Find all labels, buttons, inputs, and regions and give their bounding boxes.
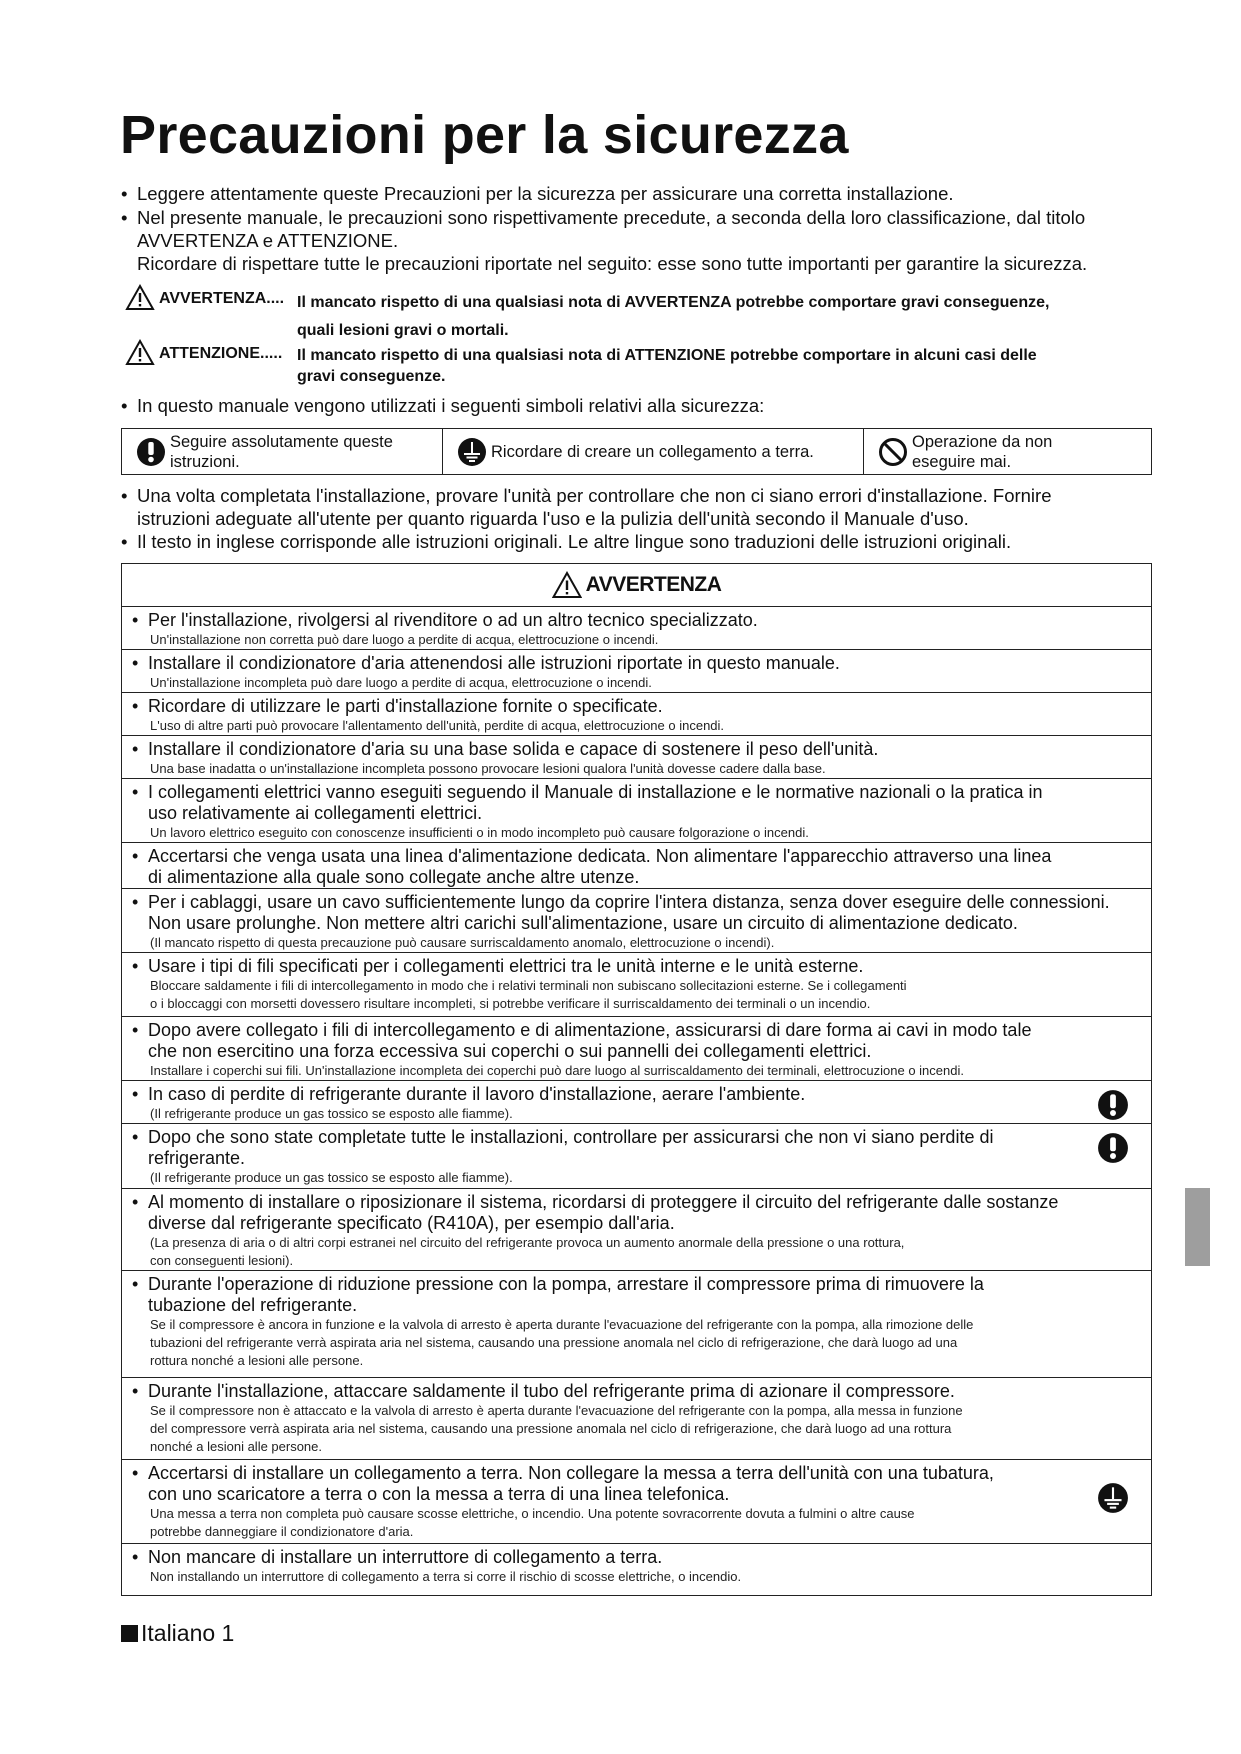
caution-description: Il mancato rispetto di una qualsiasi nota di ATTENZIONE potrebbe comportare in alcuni casi delle gravi conseguenze. xyxy=(297,347,1037,385)
warning-item-detail: (La presenza di aria o di altri corpi estranei nel circuito del refrigerante provoca un aumento anormale della pressione o una rottura, con conseguenti lesioni). xyxy=(150,1235,905,1268)
symbol-mandatory: Seguire assolutamente queste istruzioni. xyxy=(122,429,443,474)
warning-item-text: • Installare il condizionatore d'aria attenendosi alle istruzioni riportate in questo manuale. xyxy=(132,653,1139,674)
page-footer: Italiano 1 xyxy=(121,1620,234,1647)
warning-item xyxy=(122,779,1151,843)
warning-item-text: • Accertarsi che venga usata una linea d'alimentazione dedicata. Non alimentare l'apparecchio attraverso una linea di alimentazione alla quale sono collegate anche altre utenze. xyxy=(132,846,1139,888)
warning-item-text: • Accertarsi di installare un collegamento a terra. Non collegare la messa a terra dell'unità con una tubatura, con uno scaricatore a terra o con la messa a terra di una linea telefonica. xyxy=(132,1463,1139,1505)
warning-item-detail: Una messa a terra non completa può causare scosse elettriche, o incendio. Una potente sovracorrente dovuta a fulmini o altre cause potrebbe danneggiare il condizionatore d'aria. xyxy=(150,1506,915,1539)
warning-item-text: • Installare il condizionatore d'aria su una base solida e capace di sostenere il peso dell'unità. xyxy=(132,739,1139,760)
warning-item xyxy=(122,843,1151,889)
warning-item xyxy=(122,1378,1151,1460)
warning-box-header: AVVERTENZA xyxy=(122,564,1151,607)
ground-icon xyxy=(1097,1482,1129,1514)
symbols-table xyxy=(121,428,1152,475)
caution-triangle-icon xyxy=(125,339,155,366)
exclamation-circle-icon xyxy=(136,437,166,467)
warning-item-text: • Dopo che sono state completate tutte le installazioni, controllare per assicurarsi che non vi siano perdite di refrigerante. xyxy=(132,1127,1139,1169)
warning-item xyxy=(122,1081,1151,1124)
warning-item-text: • Usare i tipi di fili specificati per i collegamenti elettrici tra le unità interne e le unità esterne. xyxy=(132,956,1139,977)
warning-item-text: • Per l'installazione, rivolgersi al rivenditore o ad un altro tecnico specializzato. xyxy=(132,610,1139,631)
warning-item xyxy=(122,607,1151,650)
warning-item-text: • Per i cablaggi, usare un cavo sufficientemente lungo da coprire l'intera distanza, senza dover eseguire delle connessioni. Non usare prolunghe. Non mettere altri carichi sull'alimentazione, usare un circuito di alimentazione dedicato. xyxy=(132,892,1139,934)
warning-item-detail: Se il compressore non è attaccato e la valvola di arresto è aperta durante l'evacuazione del refrigerante con la pompa, alla messa in funzione del compressore verrà aspirata aria nel sistema, causando una pressione anomala nel ciclo di refrigerazione, che darà luogo ad una rottura nonché a lesioni alle persone. xyxy=(150,1403,963,1454)
warning-item xyxy=(122,889,1151,953)
warning-item-detail: Bloccare saldamente i fili di intercollegamento in modo che i relativi terminali non subiscano sollecitazioni esterne. Se i collegamenti o i bloccaggi con morsetti dovessero risultare incompleti, si potrebbe verificare il surriscaldamento dei terminali o un incendio. xyxy=(150,978,907,1011)
warning-item-detail: (Il refrigerante produce un gas tossico se esposto alle fiamme). xyxy=(150,1106,513,1121)
intro-bullet: • Una volta completata l'installazione, provare l'unità per controllare che non ci siano errori d'installazione. Fornire istruzioni adeguate all'utente per quanto riguarda l'uso e la pulizia dell'unità secondo il Manuale d'uso. xyxy=(121,484,1161,530)
intro-list xyxy=(121,182,1161,275)
warning-item xyxy=(122,1271,1151,1378)
warning-item xyxy=(122,736,1151,779)
warning-item-detail: Se il compressore è ancora in funzione e la valvola di arresto è aperta durante l'evacuazione del refrigerante con la pompa, alla rimozione delle tubazioni del refrigerante verrà aspirata aria nel sistema, causando una pressione anomala nel ciclo di refrigerazione, che darà luogo ad una rottura nonché a lesioni alle persone. xyxy=(150,1317,974,1368)
intro-bullet: • Nel presente manuale, le precauzioni sono rispettivamente precedute, a seconda della loro classificazione, dal titolo AVVERTENZA e ATTENZIONE. Ricordare di rispettare tutte le precauzioni riportate nel seguito: esse sono tutte importanti per garantire la sicurezza. xyxy=(121,206,1161,275)
warning-item-detail: Un lavoro elettrico eseguito con conoscenze insufficienti o in modo incompleto può causare folgorazione o incendi. xyxy=(150,825,809,840)
warning-triangle-icon xyxy=(125,284,155,311)
warning-item xyxy=(122,1544,1151,1585)
warning-item-text: • I collegamenti elettrici vanno eseguiti seguendo il Manuale di installazione e le normative nazionali o la pratica in uso relativamente ai collegamenti elettrici. xyxy=(132,782,1139,824)
warning-item-detail: L'uso di altre parti può provocare l'allentamento dell'unità, perdite di acqua, elettrocuzione o incendi. xyxy=(150,718,725,733)
warning-triangle-icon xyxy=(552,571,582,599)
warning-item-text: • Al momento di installare o riposizionare il sistema, ricordarsi di proteggere il circuito del refrigerante dalle sostanze diverse dal refrigerante specificato (R410A), per esempio dall'aria. xyxy=(132,1192,1139,1234)
warning-item-text: • In caso di perdite di refrigerante durante il lavoro d'installazione, aerare l'ambiente. xyxy=(132,1084,1139,1105)
warning-item-text: • Durante l'operazione di riduzione pressione con la pompa, arrestare il compressore prima di rimuovere la tubazione del refrigerante. xyxy=(132,1274,1139,1316)
exclamation-circle-icon xyxy=(1097,1132,1129,1164)
intro-list-2 xyxy=(121,484,1161,553)
warning-item xyxy=(122,1124,1151,1189)
warning-item xyxy=(122,693,1151,736)
symbol-ground: Ricordare di creare un collegamento a terra. xyxy=(443,429,864,474)
ground-icon xyxy=(457,437,487,467)
warning-box xyxy=(121,563,1152,1596)
warning-item-detail: Un'installazione non corretta può dare luogo a perdite di acqua, elettrocuzione o incendi. xyxy=(150,632,659,647)
warning-item xyxy=(122,1189,1151,1271)
warning-item-detail: Un'installazione incompleta può dare luogo a perdite di acqua, elettrocuzione o incendi. xyxy=(150,675,652,690)
intro-bullet: • Leggere attentamente queste Precauzioni per la sicurezza per assicurare una corretta installazione. xyxy=(121,182,1161,205)
intro-bullet: • Il testo in inglese corrisponde alle istruzioni originali. Le altre lingue sono traduzioni delle istruzioni originali. xyxy=(121,530,1161,553)
page-title: Precauzioni per la sicurezza xyxy=(120,105,849,165)
symbol-prohibited: Operazione da non eseguire mai. xyxy=(864,429,1151,474)
warning-item-text: • Dopo avere collegato i fili di intercollegamento e di alimentazione, assicurarsi di dare forma ai cavi in modo tale che non esercitino una forza eccessiva sui coperchi o sui pannelli dei collegamenti elettrici. xyxy=(132,1020,1139,1062)
warning-item-detail: Non installando un interruttore di collegamento a terra si corre il rischio di scosse elettriche, o incendio. xyxy=(150,1569,742,1584)
warning-item-detail: (Il mancato rispetto di questa precauzione può causare surriscaldamento anomalo, elettrocuzione o incendi). xyxy=(150,935,775,950)
warning-item-text: • Ricordare di utilizzare le parti d'installazione fornite o specificate. xyxy=(132,696,1139,717)
warning-description: Il mancato rispetto di una qualsiasi nota di AVVERTENZA potrebbe comportare gravi conseguenze, quali lesioni gravi o mortali. xyxy=(297,294,1050,339)
section-tab xyxy=(1185,1188,1210,1266)
symbols-intro: • In questo manuale vengono utilizzati i seguenti simboli relativi alla sicurezza: xyxy=(121,394,1161,417)
warning-item xyxy=(122,1017,1151,1081)
warning-item-text: • Non mancare di installare un interruttore di collegamento a terra. xyxy=(132,1547,1139,1568)
warning-items xyxy=(122,607,1151,1585)
warning-item xyxy=(122,650,1151,693)
warning-item-detail: Installare i coperchi sui fili. Un'installazione incompleta dei coperchi può dare luogo al surriscaldamento dei terminali, elettrocuzione o incendi. xyxy=(150,1063,964,1078)
exclamation-circle-icon xyxy=(1097,1089,1129,1121)
warning-item xyxy=(122,1460,1151,1544)
warning-item-text: • Durante l'installazione, attaccare saldamente il tubo del refrigerante prima di azionare il compressore. xyxy=(132,1381,1139,1402)
prohibited-icon xyxy=(878,437,908,467)
warning-item-detail: (Il refrigerante produce un gas tossico se esposto alle fiamme). xyxy=(150,1170,513,1185)
warning-item xyxy=(122,953,1151,1017)
footer-square xyxy=(121,1625,138,1642)
warning-item-detail: Una base inadatta o un'installazione incompleta possono provocare lesioni qualora l'unità dovesse cadere dalla base. xyxy=(150,761,826,776)
